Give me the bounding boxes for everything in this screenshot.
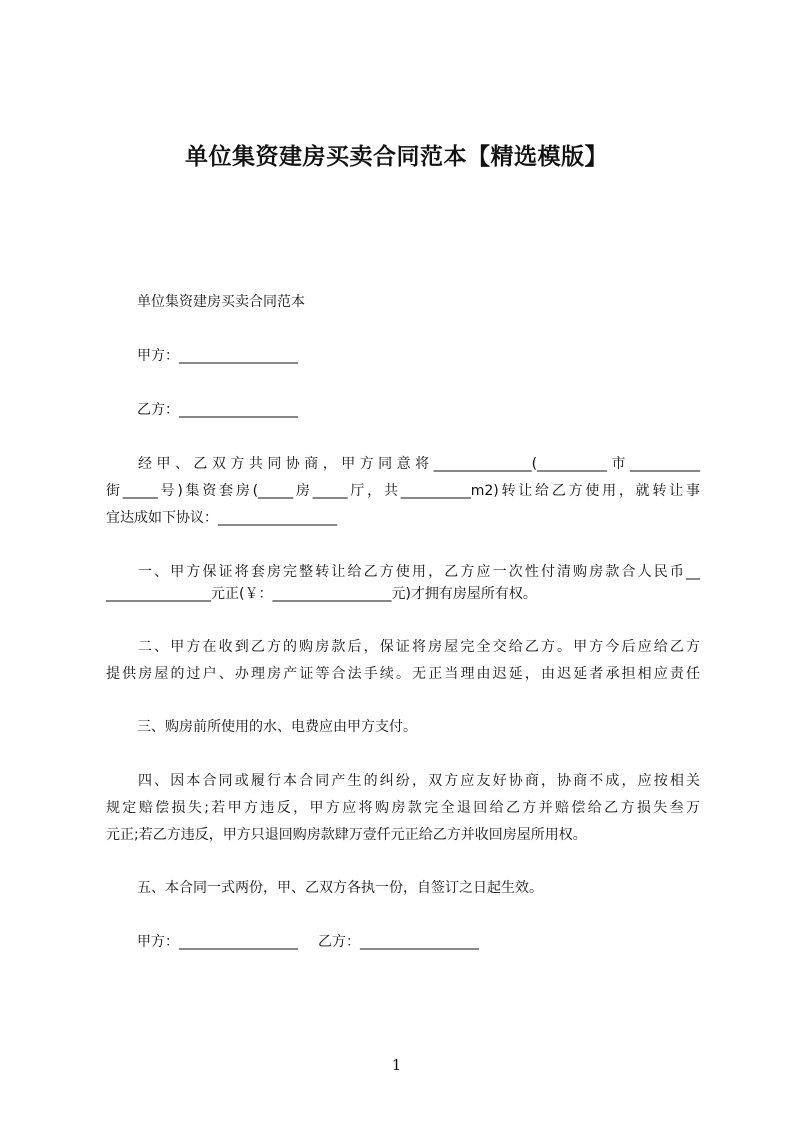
clause-2-line-1: 二、甲方在收到乙方的购房款后，保证将房屋完全交给乙方。甲方今后应给乙方 bbox=[138, 639, 700, 655]
clause-5: 五、本合同一式两份，甲、乙双方各执一份，自签订之日起生效。 bbox=[137, 880, 543, 896]
clause-4-line-2: 规定赔偿损失;若甲方违反，甲方应将购房款完全退回给乙方并赔偿给乙方损失叁万 bbox=[106, 800, 700, 816]
clause-4-line-1: 四、因本合同或履行本合同产生的纠纷，双方应友好协商，协商不成，应按相关 bbox=[138, 773, 700, 789]
document-title: 单位集资建房买卖合同范本【精选模版】 bbox=[185, 144, 608, 170]
signature-party-a: 甲方：_________________ bbox=[137, 934, 298, 950]
clause-1-line-2: _______________元正(￥：_________________元)才拥有房屋所有权。 bbox=[106, 586, 537, 602]
contract-heading: 单位集资建房买卖合同范本 bbox=[137, 294, 305, 310]
page-number: 1 bbox=[391, 1056, 402, 1074]
signature-party-b: 乙方：_________________ bbox=[318, 934, 479, 950]
intro-line-1: 经甲、乙双方共同协商，甲方同意将______________(__________市__________ bbox=[138, 456, 700, 472]
intro-line-3: 宜达成如下协议：_________________ bbox=[106, 510, 337, 526]
party-b-line: 乙方：_________________ bbox=[137, 402, 298, 418]
clause-3: 三、购房前所使用的水、电费应由甲方支付。 bbox=[137, 719, 417, 735]
clause-1-line-1: 一、甲方保证将套房完整转让给乙方使用，乙方应一次性付清购房款合人民币__ bbox=[138, 564, 700, 580]
intro-line-2: 街_____号)集资套房(_____房_____厅，共__________m2)转让给乙方使用，就转让事 bbox=[106, 483, 700, 499]
party-a-line: 甲方：_________________ bbox=[137, 348, 298, 364]
clause-2-line-2: 提供房屋的过户、办理房产证等合法手续。无正当理由迟延，由迟延者承担相应责任 bbox=[106, 666, 700, 682]
clause-4-line-3: 元正;若乙方违反，甲方只退回购房款肆万壹仟元正给乙方并收回房屋所用权。 bbox=[106, 827, 587, 843]
